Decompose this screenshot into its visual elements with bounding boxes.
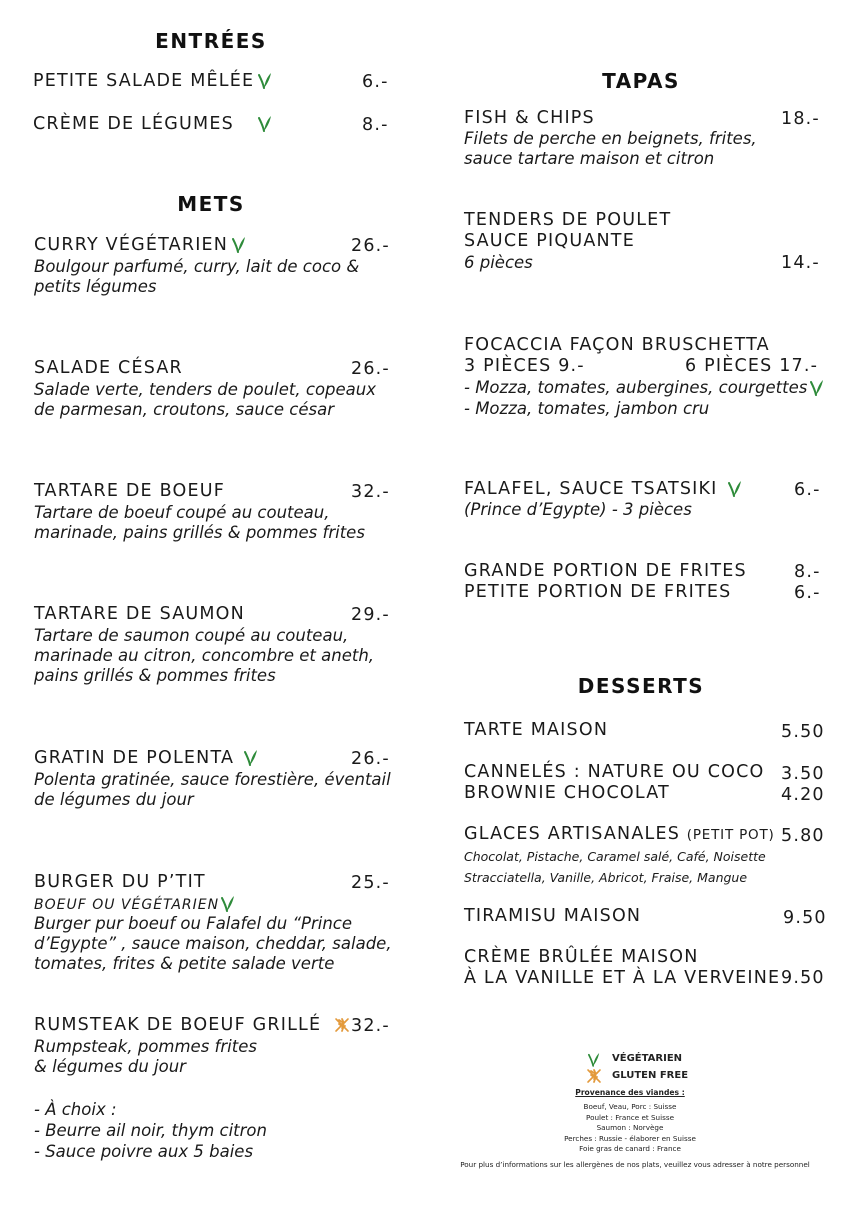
menu-item-description: 6 pièces bbox=[464, 253, 533, 272]
menu-item-price: 26.- bbox=[351, 749, 390, 769]
allergen-note: Pour plus d’informations sur les allergènes de nos plats, veuillez vous adresser à notre personnel bbox=[460, 1160, 810, 1169]
menu-item-price: 26.- bbox=[351, 359, 390, 379]
entrees-heading: ENTRÉES bbox=[155, 29, 267, 53]
menu-item-price: 6.- bbox=[794, 583, 821, 603]
menu-item-price: 5.80 bbox=[781, 826, 825, 846]
menu-item-description: Burger pur boeuf ou Falafel du “Prince d’Egypte” , sauce maison, cheddar, salade, tomates, frites & petite salade verte bbox=[34, 914, 392, 973]
menu-item-price: 32.- bbox=[351, 482, 390, 502]
menu-item-description: Tartare de saumon coupé au couteau, marinade au citron, concombre et aneth, pains grillés & pommes frites bbox=[34, 626, 375, 685]
vegetarian-icon bbox=[728, 479, 742, 497]
menu-item-subtitle: BOEUF OU VÉGÉTARIEN bbox=[34, 894, 235, 913]
vegetarian-icon bbox=[258, 114, 272, 132]
menu-item-price: 9.50 bbox=[783, 908, 827, 928]
vegetarian-icon bbox=[221, 894, 235, 912]
menu-item-name: RUMSTEAK DE BOEUF GRILLÉ bbox=[34, 1015, 322, 1035]
menu-item-name: BURGER DU P’TIT bbox=[34, 872, 206, 892]
menu-item-price-small: 3 PIÈCES 9.- bbox=[464, 356, 585, 376]
menu-item-description: Rumpsteak, pommes frites & légumes du jour bbox=[34, 1037, 257, 1076]
legend-gluten-free: GLUTEN FREE bbox=[612, 1070, 689, 1081]
menu-item-name: CRÈME DE LÉGUMES bbox=[33, 114, 272, 134]
menu-item-description: Filets de perche en beignets, frites, sauce tartare maison et citron bbox=[464, 129, 757, 168]
gluten-free-icon bbox=[586, 1068, 602, 1084]
vegetarian-icon bbox=[244, 748, 258, 766]
menu-item-name: TARTE MAISON bbox=[464, 720, 609, 740]
menu-item-price: 6.- bbox=[362, 72, 389, 92]
menu-item-description: (Prince d’Egypte) - 3 pièces bbox=[464, 500, 692, 519]
menu-item-name: GRANDE PORTION DE FRITES bbox=[464, 561, 747, 581]
menu-item-name: SALADE CÉSAR bbox=[34, 358, 183, 378]
menu-item-name: PETITE SALADE MÊLÉE bbox=[33, 71, 272, 91]
menu-item-price: 14.- bbox=[781, 253, 820, 273]
menu-item-name: CURRY VÉGÉTARIEN bbox=[34, 235, 246, 255]
menu-item-price: 25.- bbox=[351, 873, 390, 893]
menu-item-description: Boulgour parfumé, curry, lait de coco & petits légumes bbox=[34, 257, 360, 296]
menu-item-note: (PETIT POT) bbox=[686, 827, 775, 843]
desserts-heading: DESSERTS bbox=[577, 674, 705, 698]
menu-item-price: 9.50 bbox=[781, 968, 825, 988]
menu-item-price: 32.- bbox=[351, 1016, 390, 1036]
vegetarian-icon bbox=[232, 235, 246, 253]
menu-item-name: CRÈME BRÛLÉE MAISON À LA VANILLE ET À LA VERVEINE bbox=[464, 947, 781, 988]
vegetarian-icon bbox=[810, 378, 824, 396]
menu-item-price-large: 6 PIÈCES 17.- bbox=[685, 356, 819, 376]
menu-item-name: TENDERS DE POULET SAUCE PIQUANTE bbox=[464, 210, 672, 251]
menu-item-name: PETITE PORTION DE FRITES bbox=[464, 582, 732, 602]
menu-item-name: BROWNIE CHOCOLAT bbox=[464, 783, 670, 803]
menu-item-description: Chocolat, Pistache, Caramel salé, Café, Noisette Stracciatella, Vanille, Abricot, Fraise, Mangue bbox=[464, 849, 766, 885]
menu-item-price: 8.- bbox=[794, 562, 821, 582]
menu-item-description: Tartare de boeuf coupé au couteau, marinade, pains grillés & pommes frites bbox=[34, 503, 365, 542]
gluten-free-icon bbox=[334, 1017, 350, 1033]
menu-item-description: Polenta gratinée, sauce forestière, éventail de légumes du jour bbox=[34, 770, 391, 809]
menu-item-price: 8.- bbox=[362, 115, 389, 135]
mets-heading: METS bbox=[177, 192, 245, 216]
menu-item-price: 29.- bbox=[351, 605, 390, 625]
menu-item-name: TARTARE DE BOEUF bbox=[34, 481, 225, 501]
menu-item-name: FOCACCIA FAÇON BRUSCHETTA bbox=[464, 335, 770, 355]
menu-item-name: TIRAMISU MAISON bbox=[464, 906, 642, 926]
vegetarian-icon bbox=[588, 1051, 600, 1067]
provenance-title: Provenance des viandes : bbox=[575, 1088, 685, 1097]
menu-item-price: 3.50 bbox=[781, 764, 825, 784]
menu-item-choices: - À choix : - Beurre ail noir, thym citron - Sauce poivre aux 5 baies bbox=[34, 1100, 267, 1161]
menu-item-name: GLACES ARTISANALES (PETIT POT) bbox=[464, 824, 775, 844]
menu-item-price: 26.- bbox=[351, 236, 390, 256]
tapas-heading: TAPAS bbox=[602, 69, 680, 93]
menu-item-description: Salade verte, tenders de poulet, copeaux de parmesan, croutons, sauce césar bbox=[34, 380, 377, 419]
menu-item-price: 4.20 bbox=[781, 785, 825, 805]
menu-item-name: CANNELÉS : NATURE OU COCO bbox=[464, 762, 765, 782]
menu-item-price: 6.- bbox=[794, 480, 821, 500]
menu-item-name: GRATIN DE POLENTA bbox=[34, 748, 258, 768]
menu-item-price: 5.50 bbox=[781, 722, 825, 742]
legend-vegetarian: VÉGÉTARIEN bbox=[612, 1053, 683, 1064]
menu-item-description: - Mozza, tomates, aubergines, courgettes - Mozza, tomates, jambon cru bbox=[464, 377, 824, 419]
vegetarian-icon bbox=[258, 71, 272, 89]
menu-item-name: FALAFEL, SAUCE TSATSIKI bbox=[464, 479, 742, 499]
menu-item-name: FISH & CHIPS bbox=[464, 108, 595, 128]
provenance-block: Provenance des viandes : Boeuf, Veau, Porc : Suisse Poulet : France et Suisse Saumon : Norvège Perches : Russie - élaborer en Suisse Foie gras de canard : France bbox=[540, 1088, 720, 1154]
menu-item-price: 18.- bbox=[781, 109, 820, 129]
menu-item-name: TARTARE DE SAUMON bbox=[34, 604, 245, 624]
